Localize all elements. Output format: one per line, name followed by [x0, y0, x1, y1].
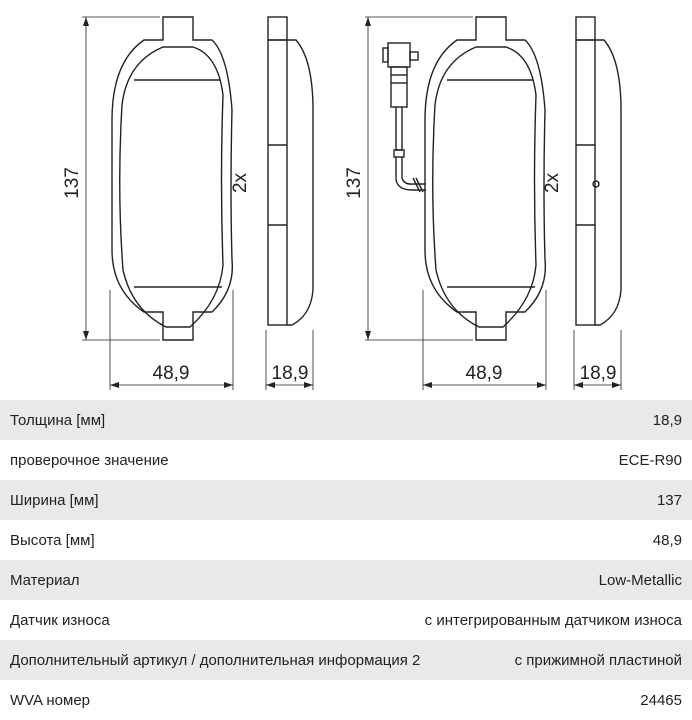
left-pad-front-view	[112, 17, 232, 340]
spec-value: с прижимной пластиной	[514, 651, 682, 669]
spec-row-material	[0, 560, 692, 600]
right-width-label: 48,9	[465, 363, 503, 384]
spec-label: Высота [мм]	[10, 531, 95, 549]
left-height-label: 137	[62, 167, 83, 199]
spec-value: 48,9	[652, 531, 682, 549]
spec-label: Толщина [мм]	[10, 411, 106, 429]
spec-label: проверочное значение	[10, 451, 169, 469]
specs-table	[0, 400, 692, 720]
spec-value: 137	[656, 491, 682, 509]
spec-row-height	[0, 520, 692, 560]
spec-row-test-value	[0, 440, 692, 480]
spec-label: WVA номер	[10, 691, 91, 709]
left-qty-label: 2x	[230, 172, 251, 194]
spec-label: Датчик износа	[10, 611, 110, 629]
spec-row-wva-number	[0, 680, 692, 720]
spec-label: Материал	[10, 571, 80, 589]
spec-value: с интегрированным датчиком износа	[424, 611, 682, 629]
spec-value: 24465	[640, 691, 682, 709]
left-pad-side-view	[268, 17, 313, 325]
spec-row-wear-sensor	[0, 600, 692, 640]
left-height-dimension	[82, 17, 160, 340]
left-width-label: 48,9	[152, 363, 190, 384]
spec-value: Low-Metallic	[598, 571, 682, 589]
right-height-label: 137	[344, 167, 365, 199]
right-thickness-label: 18,9	[579, 363, 617, 384]
spec-value: ECE-R90	[618, 451, 682, 469]
spec-label: Ширина [мм]	[10, 491, 99, 509]
left-thickness-label: 18,9	[271, 363, 309, 384]
right-height-dimension	[365, 17, 473, 340]
spec-row-additional-info	[0, 640, 692, 680]
right-pad-side-view	[576, 17, 621, 325]
spec-label: Дополнительный артикул / дополнительная информация 2	[10, 651, 421, 669]
spec-row-thickness	[0, 400, 692, 440]
right-qty-label: 2x	[542, 172, 563, 194]
spec-value: 18,9	[652, 411, 682, 429]
right-pad-front-view	[425, 17, 545, 340]
wear-sensor	[383, 43, 426, 192]
spec-row-width	[0, 480, 692, 520]
